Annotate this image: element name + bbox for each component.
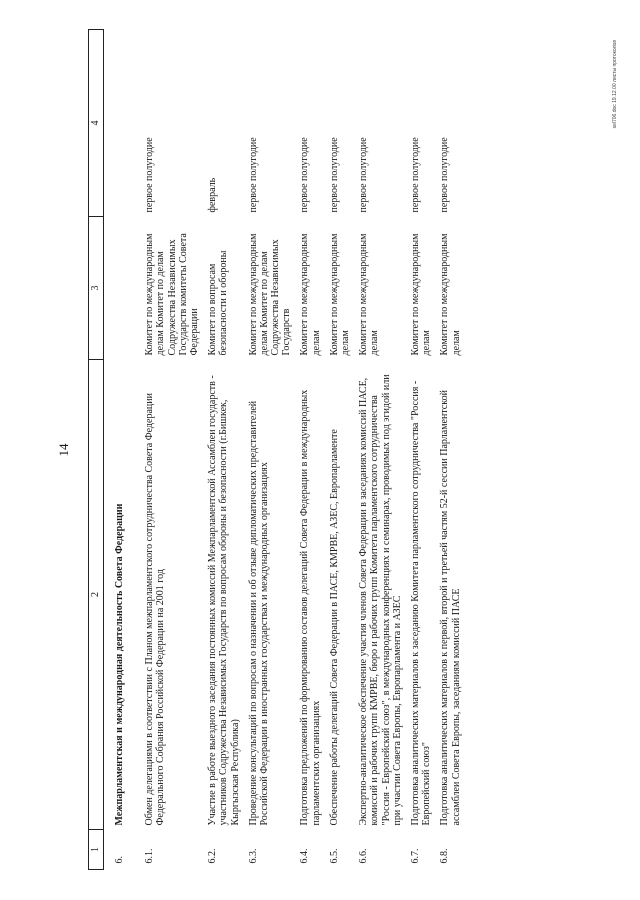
row-deadline: первое полугодие xyxy=(328,137,340,213)
table-row xyxy=(326,30,355,870)
section-title: Межпарламентская и международная деятельность Совета Федерации xyxy=(114,503,125,826)
header-col-4: 4 xyxy=(89,30,104,217)
row-activity: Подготовка предложений по формированию составов делегаций Совета Федерации в международных парламентских организациях xyxy=(299,389,322,826)
table-row xyxy=(436,30,465,870)
row-deadline: февраль xyxy=(207,177,219,213)
row-activity: Экспертно-аналитическое обеспечение участия членов Совета Федерации в заседаниях комиссий ПАСЕ, комиссий и рабочих групп КМРВЕ, бюро и рабочих групп Комитета парламентского сотрудничества "Россия - Европейский союз", в международных конференциях и семинарах, проводимых под эгидой или при участии Совета Европы, Европарламента и АЗЕС xyxy=(358,374,403,826)
row-number: 6.4. xyxy=(299,848,311,864)
table-row xyxy=(407,30,436,870)
row-activity: Участие в работе выездного заседания постоянных комиссий Межпарламентской Ассамблеи государств - участников Содружества Независимых Государств по вопросам обороны и безопасности (г.Бишкек, Кыргызская Республика) xyxy=(207,375,241,826)
row-number: 6.2. xyxy=(207,848,219,864)
header-col-3: 3 xyxy=(89,217,104,360)
row-deadline: первое полугодие xyxy=(247,137,259,213)
row-activity: Подготовка аналитических материалов к первой, второй и третьей частям 52-й сессии Парламентской ассамблеи Совета Европы, заседаниям комиссий ПАСЕ xyxy=(439,390,462,826)
page-number: 14 xyxy=(56,443,71,457)
row-responsible: Комитет по международным делам xyxy=(328,233,351,356)
row-number: 6.6. xyxy=(358,848,370,864)
row-responsible: Комитет по международным делам xyxy=(358,233,381,356)
row-responsible: Комитет по международным делам xyxy=(299,233,322,356)
table-row xyxy=(204,30,245,870)
row-deadline: первое полугодие xyxy=(358,137,370,213)
table-row xyxy=(296,30,325,870)
row-responsible: Комитет по международным делам Комитет по делам Содружества Независимых Государств xyxy=(247,233,293,356)
section-number: 6. xyxy=(114,856,125,864)
row-responsible: Комитет по вопросам безопасности и обороны xyxy=(207,250,230,356)
plan-table xyxy=(88,29,466,870)
table-row xyxy=(141,30,204,870)
row-deadline: первое полугодие xyxy=(409,137,421,213)
row-deadline: первое полугодие xyxy=(299,137,311,213)
table-row xyxy=(245,30,297,870)
table-row xyxy=(355,30,407,870)
row-deadline: первое полугодие xyxy=(144,137,156,213)
row-activity: Проведение консультаций по вопросам о назначении и об отзыве дипломатических представителей Российской Федерации в иностранных государствах и международных организациях xyxy=(247,400,270,826)
row-responsible: Комитет по международным делам xyxy=(439,233,462,356)
header-row xyxy=(89,30,104,870)
header-col-2: 2 xyxy=(89,360,104,830)
row-responsible: Комитет по международным делам xyxy=(409,233,433,356)
row-number: 6.1. xyxy=(144,848,156,864)
row-number: 6.7. xyxy=(409,848,421,864)
header-col-1: 1 xyxy=(89,830,104,870)
footer-note: sel706.doc 19.12.00 листы протоколов xyxy=(612,40,618,129)
row-activity: Подготовка аналитических материалов к заседанию Комитета парламентского сотрудничества "Россия - Европейский союз" xyxy=(409,380,433,826)
row-number: 6.8. xyxy=(439,848,451,864)
row-activity: Обмен делегациями в соответствии с Планом межпарламентского сотрудничества Совета Федерации Федерального Собрания Российской Федерации на 2001 год xyxy=(144,393,167,826)
row-number: 6.5. xyxy=(328,848,340,864)
section-row xyxy=(104,30,142,870)
rotated-sheet xyxy=(50,30,630,870)
row-responsible: Комитет по международным делам Комитет по делам Содружества Независимых Государств комитеты Совета Федерации xyxy=(144,233,200,356)
row-deadline: первое полугодие xyxy=(439,137,451,213)
row-number: 6.3. xyxy=(247,848,259,864)
row-activity: Обеспечение работы делегаций Совета Федерации в ПАСЕ, КМРВЕ, АЗЕС, Европарламенте xyxy=(328,429,340,826)
